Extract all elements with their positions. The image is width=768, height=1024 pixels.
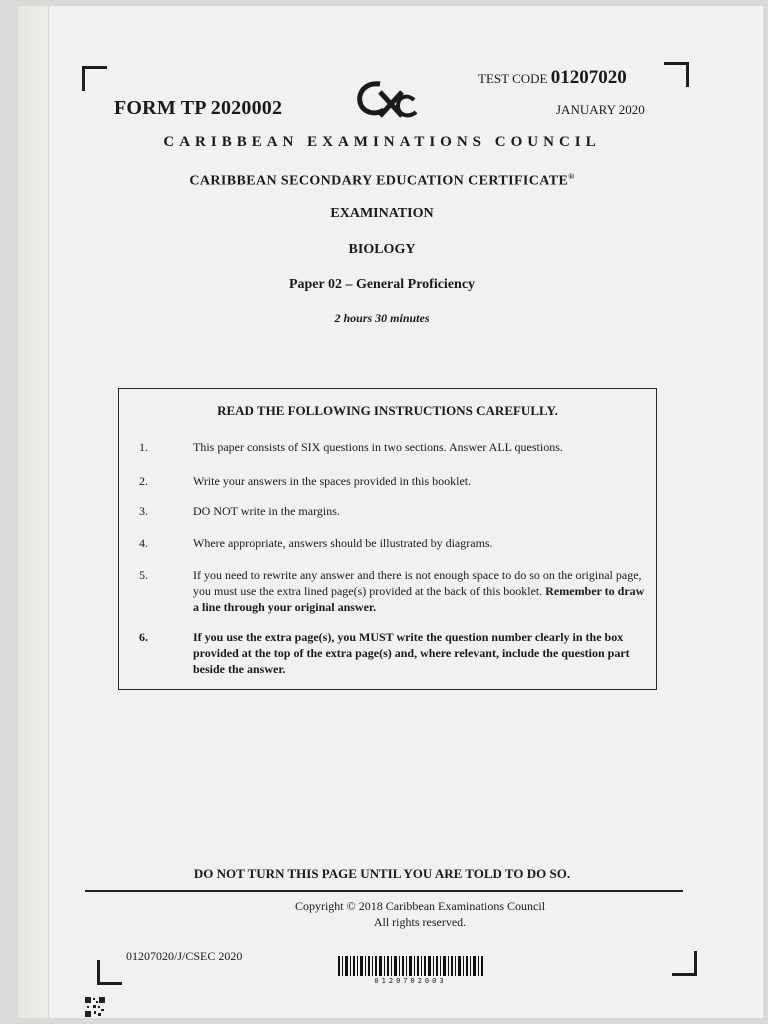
instruction-number: 3.	[139, 504, 148, 518]
instruction-text-group	[193, 567, 653, 615]
council-name: CARIBBEAN EXAMINATIONS COUNCIL	[163, 134, 601, 150]
instruction-text: This paper consists of SIX questions in two sections. Answer ALL questions.	[193, 440, 563, 454]
instructions-box	[118, 388, 657, 690]
rights-text: All rights reserved.	[373, 915, 467, 929]
paper-heading: Paper 02 – General Proficiency	[288, 277, 476, 292]
instruction-text: Where appropriate, answers should be illustrated by diagrams.	[193, 536, 493, 550]
test-code-label: TEST CODE	[478, 71, 548, 86]
test-code	[478, 67, 627, 89]
instruction-number: 4.	[139, 536, 148, 550]
footer-divider	[85, 890, 683, 892]
instruction-text: If you need to rewrite any answer and there is not enough space to do so on the original page, you must use the extra lined page(s) provided at the back of this booklet.	[193, 568, 642, 598]
binding-strip	[18, 6, 49, 1018]
crop-mark-top-left	[82, 66, 107, 91]
instruction-text: Write your answers in the spaces provided in this booklet.	[193, 474, 472, 488]
test-code-number: 01207020	[550, 67, 627, 88]
instruction-text: If you use the extra page(s), you MUST write the question number clearly in the box provided at the top of the extra page(s) and, where relevant, include the question part beside the answer.	[193, 630, 630, 676]
crop-mark-top-right	[664, 62, 689, 87]
paper-code: 01207020/J/CSEC 2020	[126, 949, 243, 963]
crop-mark-bottom-right	[672, 951, 697, 976]
do-not-turn-warning: DO NOT TURN THIS PAGE UNTIL YOU ARE TOLD TO DO SO.	[193, 866, 571, 881]
exam-date: JANUARY 2020	[556, 102, 645, 117]
examination-heading: EXAMINATION	[330, 206, 434, 221]
form-number: FORM TP 2020002	[114, 97, 283, 119]
certificate-title	[80, 172, 684, 190]
instruction-number: 1.	[139, 440, 148, 454]
instruction-number: 6.	[139, 630, 148, 644]
cxc-logo-icon	[350, 78, 420, 122]
barcode-icon	[338, 956, 483, 976]
instruction-number: 5.	[139, 568, 148, 582]
copyright-block	[260, 898, 580, 930]
registered-mark: ®	[568, 172, 575, 181]
qr-code-icon	[84, 996, 106, 1018]
duration: 2 hours 30 minutes	[334, 311, 430, 325]
instruction-bold-text: Remember to draw a line through your original answer.	[193, 584, 645, 614]
copyright-text: Copyright © 2018 Caribbean Examinations Council	[294, 899, 546, 913]
certificate-title-text: CARIBBEAN SECONDARY EDUCATION CERTIFICATE	[189, 173, 569, 189]
instruction-text: DO NOT write in the margins.	[193, 504, 340, 518]
crop-mark-bottom-left	[97, 960, 122, 985]
instruction-number: 2.	[139, 474, 148, 488]
subject-heading: BIOLOGY	[348, 242, 416, 257]
barcode-digits: 0120702003	[374, 977, 447, 985]
instructions-title: READ THE FOLLOWING INSTRUCTIONS CAREFULLY.	[217, 403, 558, 418]
